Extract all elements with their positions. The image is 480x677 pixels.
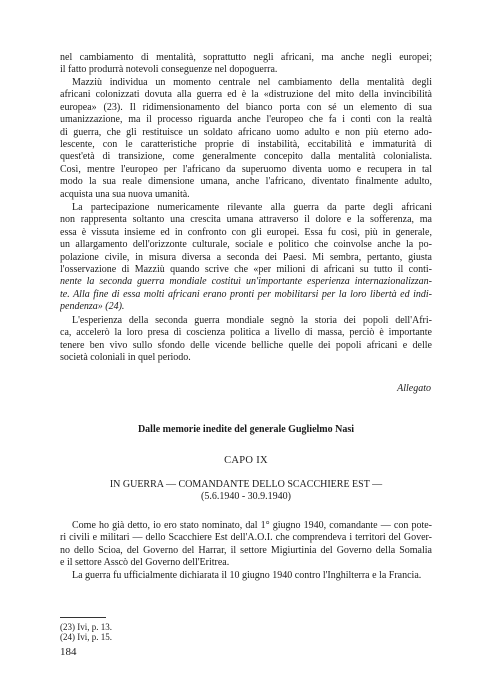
text-line: La guerra fu ufficialmente dichiarata il 10 giugno 1940 contro l'Inghilterra e la Francia. bbox=[72, 569, 422, 581]
footnote-separator bbox=[60, 617, 106, 618]
text-line: società coloniali in quel periodo. bbox=[60, 352, 191, 364]
text-line: pendenza» (24). bbox=[60, 301, 125, 313]
text-line: un allargamento dell'orizzonte culturale, sociale e politico che coinvolse anche la po- bbox=[60, 239, 432, 251]
text-line: Mazziù individua un momento centrale nel cambiamento della mentalità degli bbox=[72, 77, 432, 88]
text-line: Come ho già detto, io ero stato nominato, dal 1° giugno 1940, comandante — con pote- bbox=[72, 520, 432, 531]
text-line: nel cambiamento di mentalità, soprattutto negli africani, ma anche negli europei; bbox=[60, 52, 432, 63]
text-line: nente la seconda guerra mondiale costituì un'importante esperienza internazionalizzan- bbox=[60, 276, 432, 288]
text-line: ca, accelerò la loro presa di coscienza politica a livello di massa, perciò è importante bbox=[60, 327, 432, 339]
allegato-label: Allegato bbox=[397, 383, 431, 394]
footnote-23: (23) Ivi, p. 13. bbox=[60, 622, 112, 632]
text-line: di guerra, che gli restituisce un soldato africano uomo adulto e non più eterno ado- bbox=[60, 126, 432, 138]
page-number: 184 bbox=[60, 646, 77, 658]
text-line: il fatto produrrà notevoli conseguenze nel dopoguerra. bbox=[60, 64, 278, 76]
footnote-24: (24) Ivi, p. 15. bbox=[60, 632, 112, 642]
text-line: polazione civile, in misura diversa a seconda dei Paesi. Mi sembra, pertanto, giusta bbox=[60, 251, 432, 263]
chapter-subtitle: IN GUERRA — COMANDANTE DELLO SCACCHIERE EST — bbox=[109, 479, 383, 490]
text-line: lescente, con le caratteristiche proprie di instabilità, eccitabilità e immaturità di bbox=[60, 138, 432, 150]
paragraph-3 bbox=[60, 202, 432, 314]
text-line: ri civili e militari — dello Scacchiere Est dell'A.O.I. che comprendeva i territori del Gover- bbox=[60, 532, 432, 544]
section-heading: Dalle memorie inedite del generale Guglielmo Nasi bbox=[137, 424, 355, 435]
text-line: acquista una sua nuova umanità. bbox=[60, 188, 190, 200]
text-line: e il settore Asscò del Governo dell'Eritrea. bbox=[60, 557, 230, 569]
text-line: europea» (23). Il ridimensionamento del bianco porta con sé un elemento di sua bbox=[60, 101, 432, 113]
text-line: La partecipazione numericamente rilevante alla guerra da parte degli africani bbox=[72, 202, 432, 213]
paragraph-2 bbox=[60, 77, 432, 201]
text-line: non rappresenta soltanto una crescita umana attraverso il dolore e la sofferenza, ma bbox=[60, 214, 432, 226]
text-line: l'osservazione di Mazziù quando scrive che «per milioni di africani su tutto il conti- bbox=[60, 263, 432, 275]
text-line: no dello Scioa, del Governo del Harrar, il settore Migiurtinia del Governo della Somalia bbox=[60, 544, 432, 556]
text-line: umanizzazione, ma il processo riguarda anche l'europeo che fa i conti con la realtà bbox=[60, 114, 432, 126]
text-line: modo la sua reale dimensione umana, anche l'africano, diventato finalmente adulto, bbox=[60, 176, 432, 188]
paragraph-4 bbox=[60, 315, 432, 365]
chapter-dates: (5.6.1940 - 30.9.1940) bbox=[201, 491, 291, 502]
chapter-title: CAPO IX bbox=[224, 455, 268, 466]
memoir-paragraph bbox=[60, 520, 432, 582]
text-line: te. Alla fine di essa molti africani erano pronti per mobilitarsi per la loro libertà ed indi- bbox=[60, 288, 432, 300]
paragraph-1 bbox=[60, 52, 432, 77]
text-line: L'esperienza della seconda guerra mondiale segnò la storia dei popoli dell'Afri- bbox=[72, 315, 432, 326]
text-line: africani colonizzati dovuta alla guerra ed è la «distruzione del mito della invincibilità bbox=[60, 89, 432, 101]
text-line: essa è vissuta insieme ed in confronto con gli europei. Essa fu così, più in generale, bbox=[60, 226, 432, 238]
text-line: quest'età di transizione, come generalmente concepito dalla mentalità colonialista. bbox=[60, 151, 432, 163]
text-line: tenere ben vivo sullo sfondo delle vicende belliche quelle dei popoli africani e delle bbox=[60, 339, 432, 351]
text-line: Così, mentre l'europeo per l'africano da superuomo diventa uomo e recupera in tal bbox=[60, 163, 432, 175]
